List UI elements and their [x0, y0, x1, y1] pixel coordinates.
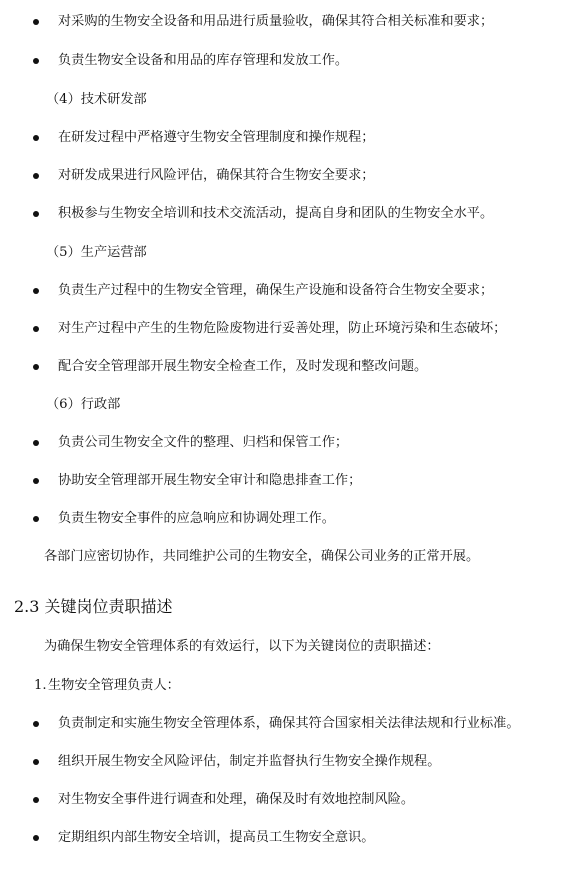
list-item-text: 负责生物安全设备和用品的库存管理和发放工作。 [58, 53, 349, 68]
list-item-text: 配合安全管理部开展生物安全检查工作，及时发现和整改问题。 [58, 359, 428, 374]
list-item-text: 对生产过程中产生的生物危险废物进行妥善处理，防止环境污染和生态破坏； [58, 321, 507, 336]
list-item-text: 负责生物安全事件的应急响应和协调处理工作。 [58, 511, 335, 526]
bullet-icon [33, 211, 39, 217]
bullet-icon [33, 135, 39, 141]
list-item-text: 对生物安全事件进行调查和处理，确保及时有效地控制风险。 [58, 792, 415, 807]
paragraph-text: 为确保生物安全管理体系的有效运行，以下为关键岗位的责职描述： [44, 639, 440, 654]
bullet-icon [33, 364, 39, 370]
list-item-text: 对采购的生物安全设备和用品进行质量验收，确保其符合相关标准和要求； [58, 14, 494, 29]
list-item-text: 协助安全管理部开展生物安全审计和隐患排查工作； [58, 473, 362, 488]
subsection-heading-text: （4）技术研发部 [46, 92, 147, 107]
bullet-icon [33, 478, 39, 484]
bullet-icon [33, 835, 39, 841]
bullet-icon [33, 440, 39, 446]
list-item-text: 定期组织内部生物安全培训，提高员工生物安全意识。 [58, 830, 375, 845]
subsection-heading-text: （5）生产运营部 [46, 245, 147, 260]
paragraph-text: 各部门应密切协作，共同维护公司的生物安全，确保公司业务的正常开展。 [44, 549, 480, 564]
bullet-icon [33, 516, 39, 522]
list-item-text: 对研发成果进行风险评估，确保其符合生物安全要求； [58, 168, 375, 183]
list-item-text: 负责公司生物安全文件的整理、归档和保管工作； [58, 435, 349, 450]
bullet-icon [33, 173, 39, 179]
numbered-item-text: 生物安全管理负责人： [48, 678, 180, 693]
list-item-text: 积极参与生物安全培训和技术交流活动，提高自身和团队的生物安全水平。 [58, 206, 494, 221]
subsection-heading-text: （6）行政部 [46, 397, 121, 412]
item-number: 1. [34, 678, 47, 693]
bullet-icon [33, 721, 39, 727]
bullet-icon [33, 759, 39, 765]
bullet-icon [33, 797, 39, 803]
section-heading: 2.3 关键岗位责职描述 [14, 597, 173, 616]
list-item-text: 在研发过程中严格遵守生物安全管理制度和操作规程； [58, 130, 375, 145]
list-item-text: 负责制定和实施生物安全管理体系，确保其符合国家相关法律法规和行业标准。 [58, 716, 520, 731]
list-item-text: 组织开展生物安全风险评估，制定并监督执行生物安全操作规程。 [58, 754, 441, 769]
bullet-icon [33, 19, 39, 25]
list-item-text: 负责生产过程中的生物安全管理，确保生产设施和设备符合生物安全要求； [58, 283, 494, 298]
bullet-icon [33, 288, 39, 294]
bullet-icon [33, 58, 39, 64]
bullet-icon [33, 326, 39, 332]
